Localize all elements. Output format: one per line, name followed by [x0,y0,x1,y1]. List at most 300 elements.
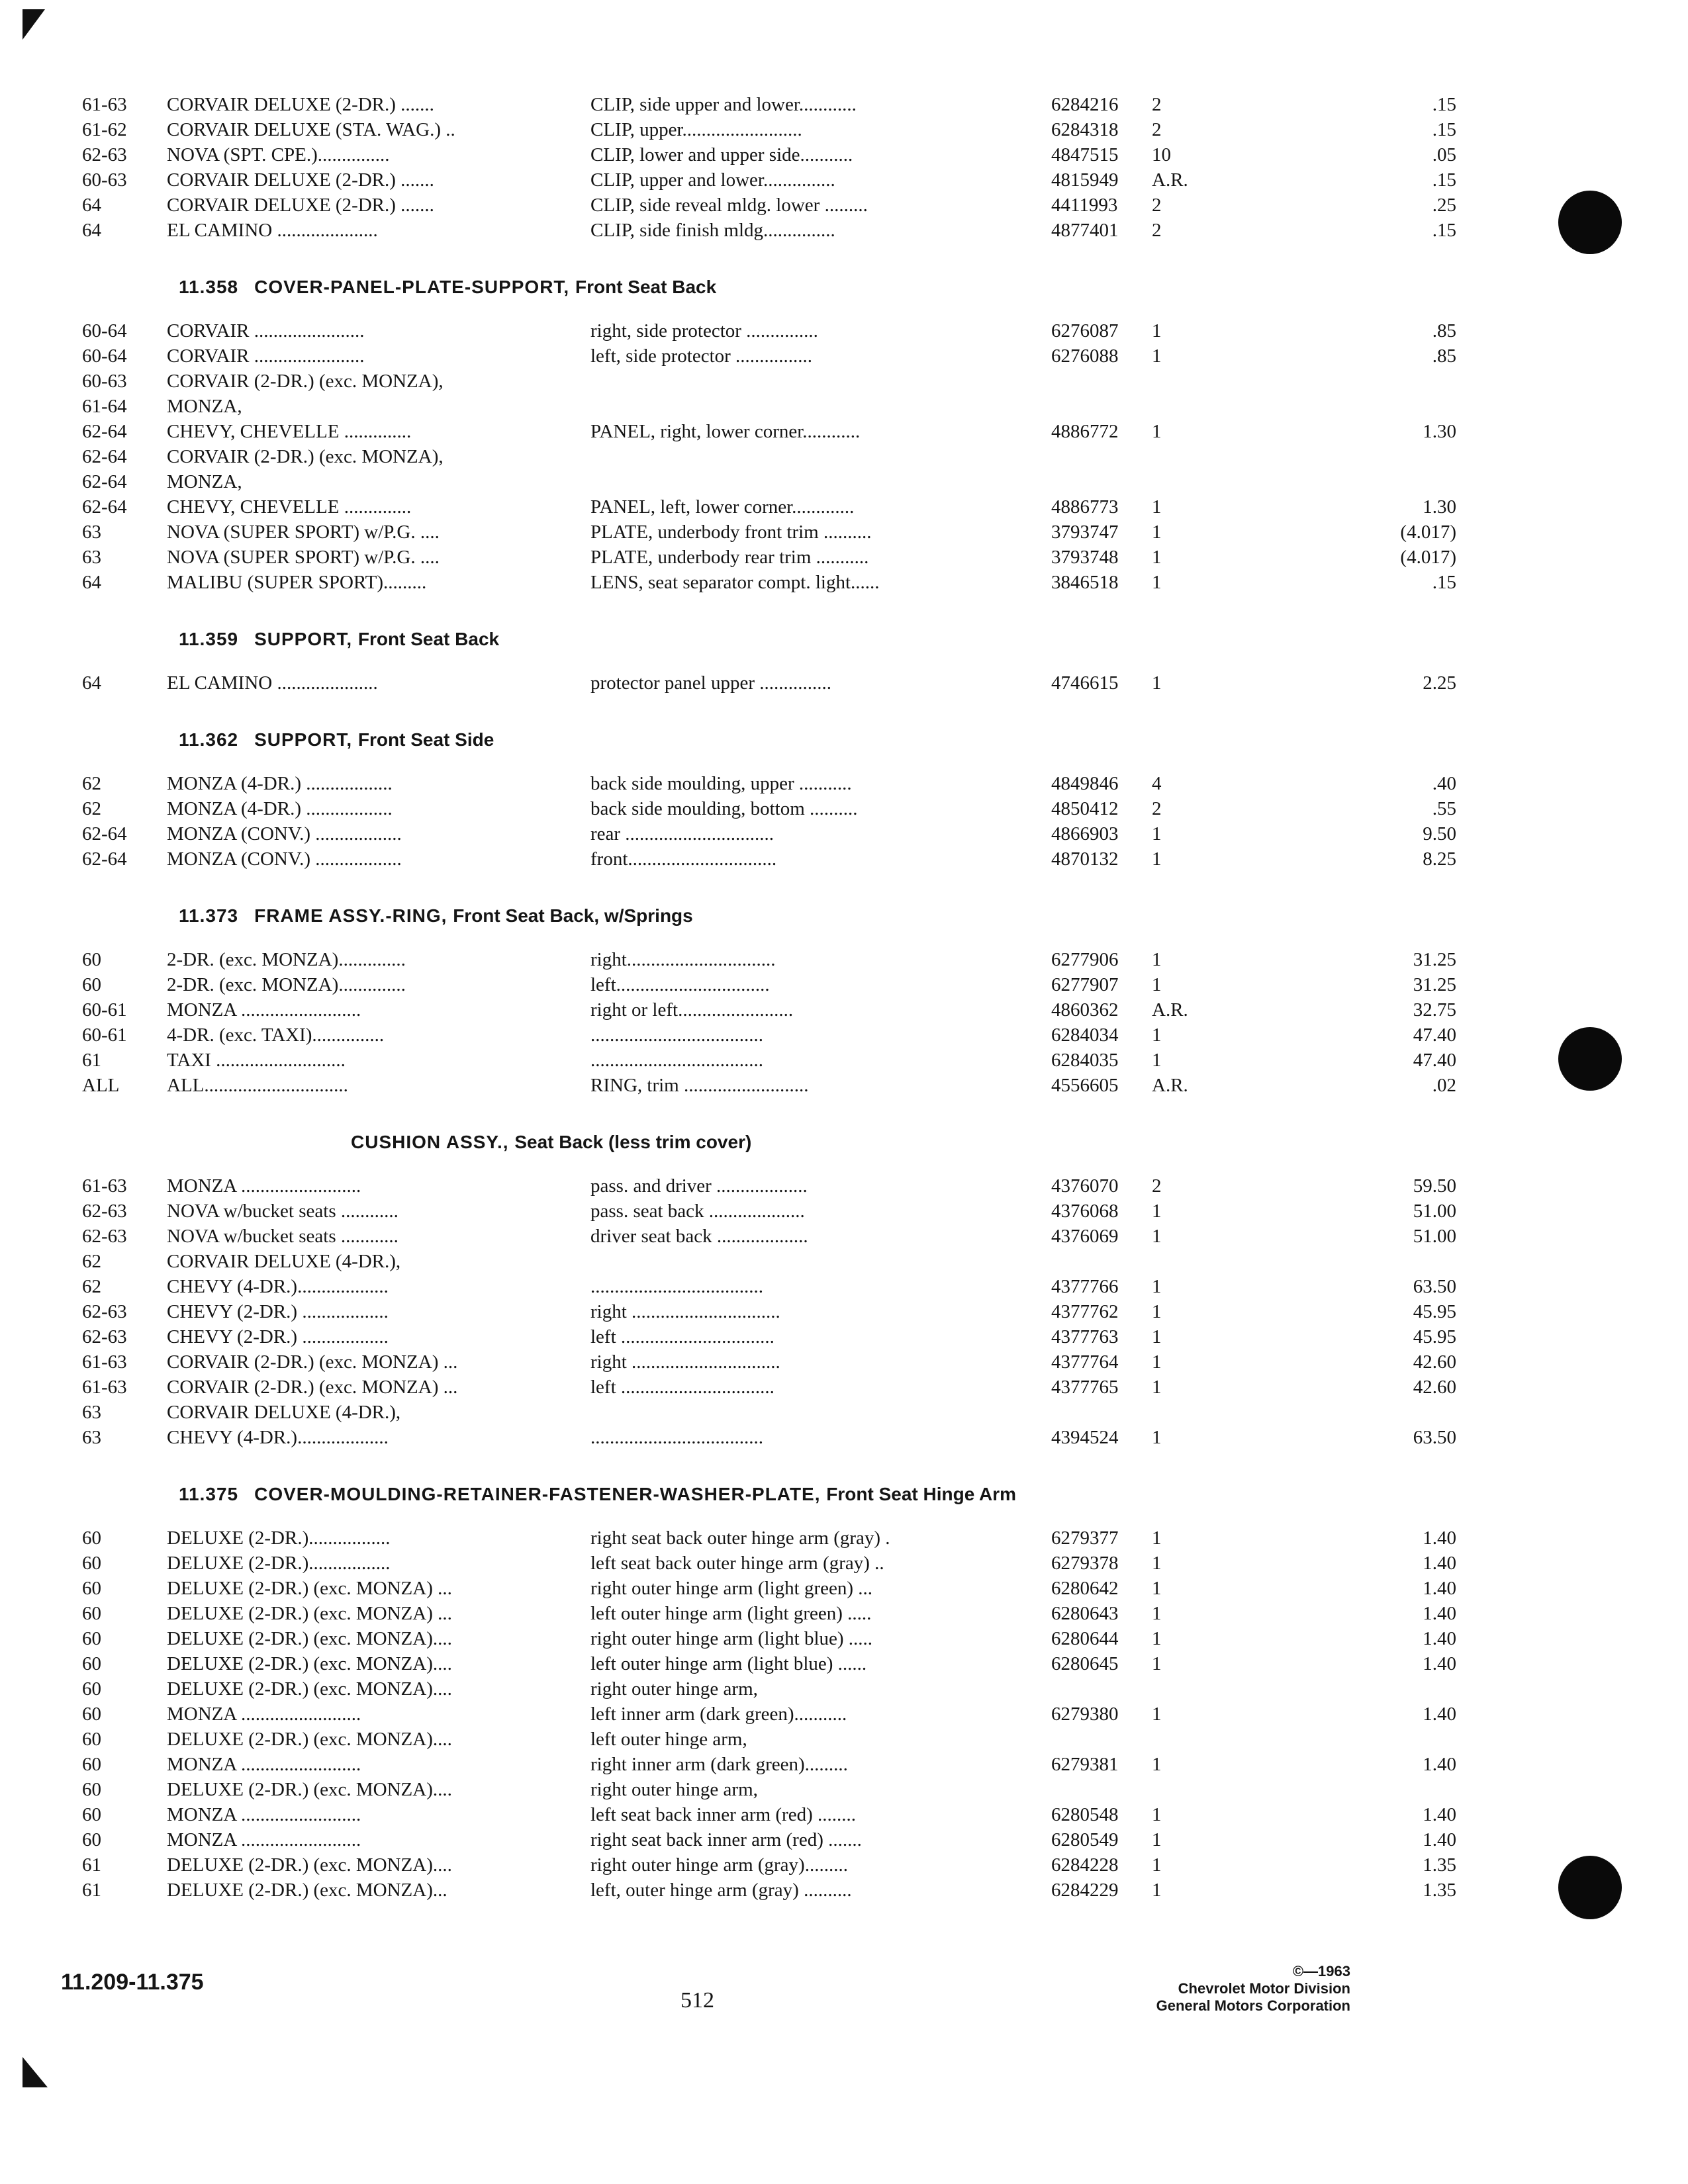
row-price: 59.50 [1413,1175,1456,1197]
row-description: right outer hinge arm, [590,1678,758,1700]
row-part-number: 6276088 [1051,345,1119,367]
row-price: .05 [1432,144,1456,165]
row-years: 60-61 [82,1024,127,1046]
row-quantity: 10 [1152,144,1171,165]
row-quantity: 1 [1152,672,1162,694]
part-row [73,1627,1456,1652]
row-description: right inner arm (dark green)......... [590,1754,848,1775]
row-part-number: 4746615 [1051,672,1119,694]
row-model: CHEVY (4-DR.)................... [167,1427,389,1448]
row-quantity: 2 [1152,220,1162,241]
row-price: 1.40 [1423,1754,1456,1775]
row-price: 1.40 [1423,1704,1456,1725]
row-model: DELUXE (2-DR.) (exc. MONZA).... [167,1678,452,1700]
row-price: .15 [1432,94,1456,115]
row-years: 60 [82,949,101,970]
row-years: 61-63 [82,1377,127,1398]
row-quantity: 1 [1152,848,1162,870]
row-description: left outer hinge arm (light green) ..... [590,1603,872,1624]
row-part-number: 6277907 [1051,974,1119,995]
row-quantity: 1 [1152,1377,1162,1398]
row-description: right seat back inner arm (red) ....... [590,1829,862,1850]
row-model: MONZA (4-DR.) .................. [167,773,393,794]
row-description: RING, trim .......................... [590,1075,809,1096]
row-description: left................................ [590,974,770,995]
row-description: pass. seat back .................... [590,1201,805,1222]
row-price: 2.25 [1423,672,1456,694]
section-heading [73,600,1456,671]
copyright: ©—1963 [1292,1963,1350,1979]
row-model: DELUXE (2-DR.)................. [167,1527,391,1549]
row-years: 64 [82,220,101,241]
row-quantity: 1 [1152,1628,1162,1649]
part-row [73,470,1456,495]
row-description: left ................................ [590,1377,774,1398]
row-description: left outer hinge arm, [590,1729,747,1750]
row-description: back side moulding, bottom .......... [590,798,858,819]
row-part-number: 4376070 [1051,1175,1119,1197]
part-row [73,1275,1456,1300]
part-row [73,394,1456,420]
row-model: MONZA (4-DR.) .................. [167,798,393,819]
row-description: left, side protector ................ [590,345,813,367]
row-model: MONZA ......................... [167,1175,361,1197]
part-row [73,1602,1456,1627]
row-description: PLATE, underbody front trim .......... [590,522,872,543]
part-row [73,1300,1456,1325]
row-model: MONZA (CONV.) .................. [167,848,402,870]
row-quantity: 2 [1152,1175,1162,1197]
corner-mark-top [23,9,45,40]
row-model: MONZA ......................... [167,1804,361,1825]
part-row [73,1803,1456,1828]
row-years: 60 [82,1527,101,1549]
row-price: .15 [1432,169,1456,191]
row-part-number: 6279378 [1051,1553,1119,1574]
row-description: right outer hinge arm (light blue) ..... [590,1628,873,1649]
part-row [73,1350,1456,1375]
row-price: 42.60 [1413,1351,1456,1373]
part-row [73,570,1456,596]
row-model: 2-DR. (exc. MONZA).............. [167,949,406,970]
row-part-number: 4376068 [1051,1201,1119,1222]
row-model: TAXI ........................... [167,1050,346,1071]
row-part-number: 6280644 [1051,1628,1119,1649]
row-years: 62-63 [82,1301,127,1322]
part-row [73,1400,1456,1426]
row-part-number: 4377764 [1051,1351,1119,1373]
row-price: 63.50 [1413,1427,1456,1448]
row-price: 47.40 [1413,1050,1456,1071]
row-price: 47.40 [1413,1024,1456,1046]
row-years: 60 [82,1653,101,1674]
row-model: DELUXE (2-DR.) (exc. MONZA).... [167,1653,452,1674]
part-row [73,545,1456,570]
row-quantity: 1 [1152,496,1162,518]
row-years: 63 [82,547,101,568]
row-years: 61 [82,1050,101,1071]
row-description: CLIP, upper......................... [590,119,802,140]
row-quantity: 4 [1152,773,1162,794]
row-part-number: 6280548 [1051,1804,1119,1825]
row-model: NOVA (SPT. CPE.)............... [167,144,390,165]
row-model: DELUXE (2-DR.) (exc. MONZA)... [167,1880,447,1901]
section-heading [73,1455,1456,1526]
part-row [73,1828,1456,1853]
row-years: 60 [82,1829,101,1850]
row-years: 61 [82,1880,101,1901]
part-row [73,671,1456,696]
row-model: MONZA ......................... [167,999,361,1021]
row-price: 32.75 [1413,999,1456,1021]
row-part-number: 6280645 [1051,1653,1119,1674]
row-quantity: 1 [1152,1351,1162,1373]
row-part-number: 6284035 [1051,1050,1119,1071]
part-row [73,1677,1456,1702]
part-row [73,1325,1456,1350]
row-quantity: 1 [1152,1276,1162,1297]
row-model: ALL.............................. [167,1075,348,1096]
row-quantity: 1 [1152,421,1162,442]
row-part-number: 6280549 [1051,1829,1119,1850]
row-part-number: 4394524 [1051,1427,1119,1448]
corner-mark-bottom [23,2057,48,2087]
row-years: 60 [82,1779,101,1800]
row-quantity: 1 [1152,1024,1162,1046]
row-price: 63.50 [1413,1276,1456,1297]
part-row [73,344,1456,369]
part-row [73,1174,1456,1199]
row-part-number: 4377766 [1051,1276,1119,1297]
part-row [73,319,1456,344]
section-number: 11.359 [179,629,239,649]
row-years: 61-64 [82,396,127,417]
row-part-number: 4556605 [1051,1075,1119,1096]
row-quantity: A.R. [1152,1075,1188,1096]
row-description: CLIP, side reveal mldg. lower ......... [590,195,868,216]
part-row [73,445,1456,470]
part-row [73,1224,1456,1250]
row-description: left inner arm (dark green)........... [590,1704,847,1725]
row-model: MONZA, [167,396,242,417]
row-part-number: 6284034 [1051,1024,1119,1046]
row-description: .................................... [590,1024,763,1046]
row-model: MONZA, [167,471,242,492]
row-quantity: 1 [1152,1880,1162,1901]
row-price: 1.40 [1423,1603,1456,1624]
row-price: (4.017) [1400,522,1456,543]
parts-list [73,93,1456,1907]
row-years: 62-64 [82,848,127,870]
row-description: left outer hinge arm (light blue) ...... [590,1653,867,1674]
row-years: 60 [82,974,101,995]
row-quantity: 1 [1152,1527,1162,1549]
row-model: NOVA w/bucket seats ............ [167,1226,399,1247]
row-years: 62-64 [82,471,127,492]
row-model: CORVAIR (2-DR.) (exc. MONZA), [167,446,444,467]
row-years: 61-63 [82,1175,127,1197]
part-row [73,1853,1456,1878]
row-years: 61-63 [82,1351,127,1373]
row-years: 62-63 [82,1226,127,1247]
row-description: .................................... [590,1276,763,1297]
part-row [73,998,1456,1023]
row-model: NOVA (SUPER SPORT) w/P.G. .... [167,522,440,543]
row-model: DELUXE (2-DR.) (exc. MONZA) ... [167,1578,452,1599]
part-row [73,218,1456,244]
row-part-number: 6284216 [1051,94,1119,115]
row-years: 60 [82,1603,101,1624]
row-price: 45.95 [1413,1326,1456,1347]
row-years: 64 [82,195,101,216]
row-years: 62-63 [82,144,127,165]
row-model: DELUXE (2-DR.) (exc. MONZA).... [167,1729,452,1750]
row-part-number: 4377765 [1051,1377,1119,1398]
row-model: CORVAIR DELUXE (STA. WAG.) .. [167,119,455,140]
row-description: LENS, seat separator compt. light...... [590,572,880,593]
row-price: 31.25 [1413,974,1456,995]
row-years: 64 [82,672,101,694]
row-model: CORVAIR DELUXE (4-DR.), [167,1251,401,1272]
row-years: 60-64 [82,345,127,367]
row-quantity: 1 [1152,1201,1162,1222]
part-row [73,1375,1456,1400]
row-price: 51.00 [1413,1226,1456,1247]
row-description: PANEL, right, lower corner............ [590,421,861,442]
row-price: 1.40 [1423,1553,1456,1574]
row-years: 60-64 [82,320,127,341]
footer-range: 11.209-11.375 [61,1970,204,1995]
row-years: 60 [82,1628,101,1649]
row-price: .25 [1432,195,1456,216]
row-model: CORVAIR (2-DR.) (exc. MONZA), [167,371,444,392]
section-number: 11.358 [179,277,239,297]
row-price: 1.30 [1423,421,1456,442]
section-subtitle: Front Seat Back, w/Springs [453,905,693,926]
row-part-number: 4850412 [1051,798,1119,819]
row-years: 62 [82,798,101,819]
row-description: CLIP, lower and upper side........... [590,144,853,165]
row-quantity: 1 [1152,974,1162,995]
row-part-number: 6277906 [1051,949,1119,970]
row-years: 60-63 [82,169,127,191]
row-description: left ................................ [590,1326,774,1347]
row-description: CLIP, side finish mldg............... [590,220,835,241]
row-part-number: 4377763 [1051,1326,1119,1347]
row-part-number: 6284228 [1051,1854,1119,1876]
row-model: DELUXE (2-DR.) (exc. MONZA).... [167,1779,452,1800]
row-years: 62 [82,1276,101,1297]
row-quantity: 1 [1152,823,1162,844]
corporation: General Motors Corporation [1156,1997,1350,2014]
row-price: .15 [1432,119,1456,140]
division: Chevrolet Motor Division [1178,1980,1350,1997]
row-model: CORVAIR DELUXE (2-DR.) ....... [167,94,434,115]
row-price: .55 [1432,798,1456,819]
part-row [73,1023,1456,1048]
section-title: COVER-PANEL-PLATE-SUPPORT, [254,277,570,297]
row-part-number: 3793747 [1051,522,1119,543]
row-quantity: A.R. [1152,999,1188,1021]
row-quantity: 1 [1152,320,1162,341]
part-row [73,1652,1456,1677]
row-price: 1.35 [1423,1880,1456,1901]
row-price: 51.00 [1413,1201,1456,1222]
row-quantity: 1 [1152,1653,1162,1674]
row-years: 62-63 [82,1326,127,1347]
row-years: 63 [82,522,101,543]
row-quantity: 2 [1152,798,1162,819]
section-title: FRAME ASSY.-RING, [254,905,447,926]
row-description: left, outer hinge arm (gray) .......... [590,1880,852,1901]
row-quantity: 1 [1152,522,1162,543]
page-number: 512 [680,1988,714,2013]
section-heading [73,248,1456,319]
row-model: CORVAIR ....................... [167,320,365,341]
section-subtitle: Front Seat Side [357,729,494,750]
row-price: 42.60 [1413,1377,1456,1398]
row-part-number: 4886773 [1051,496,1119,518]
row-price: 31.25 [1413,949,1456,970]
row-description: right outer hinge arm, [590,1779,758,1800]
row-model: DELUXE (2-DR.)................. [167,1553,391,1574]
row-model: DELUXE (2-DR.) (exc. MONZA).... [167,1854,452,1876]
row-model: MONZA ......................... [167,1754,361,1775]
row-quantity: 1 [1152,572,1162,593]
row-model: MONZA (CONV.) .................. [167,823,402,844]
row-price: 1.40 [1423,1804,1456,1825]
row-years: 60 [82,1678,101,1700]
row-quantity: 2 [1152,94,1162,115]
row-description: left seat back outer hinge arm (gray) .. [590,1553,884,1574]
row-model: MONZA ......................... [167,1829,361,1850]
section-title: SUPPORT, [254,729,353,750]
row-part-number: 4860362 [1051,999,1119,1021]
row-years: 62-64 [82,496,127,518]
row-quantity: 1 [1152,1578,1162,1599]
section-title: SUPPORT, [254,629,353,649]
part-row [73,973,1456,998]
row-model: CORVAIR (2-DR.) (exc. MONZA) ... [167,1377,458,1398]
row-model: 4-DR. (exc. TAXI)............... [167,1024,385,1046]
part-row [73,118,1456,143]
row-description: PANEL, left, lower corner............. [590,496,855,518]
row-years: 62 [82,1251,101,1272]
row-model: MONZA ......................... [167,1704,361,1725]
row-quantity: 1 [1152,1603,1162,1624]
row-years: 60 [82,1553,101,1574]
part-row [73,1778,1456,1803]
row-quantity: 1 [1152,1804,1162,1825]
row-price: 9.50 [1423,823,1456,844]
part-row [73,1702,1456,1727]
section-heading [73,1103,1456,1174]
part-row [73,495,1456,520]
row-price: 1.40 [1423,1578,1456,1599]
section-subtitle: Front Seat Hinge Arm [826,1484,1017,1504]
row-years: 62 [82,773,101,794]
row-description: right outer hinge arm (gray)......... [590,1854,848,1876]
part-row [73,1250,1456,1275]
row-part-number: 6279381 [1051,1754,1119,1775]
row-description: CLIP, upper and lower............... [590,169,835,191]
row-model: DELUXE (2-DR.) (exc. MONZA) ... [167,1603,452,1624]
row-years: 60 [82,1729,101,1750]
row-quantity: 2 [1152,195,1162,216]
row-quantity: 1 [1152,1704,1162,1725]
row-part-number: 4376069 [1051,1226,1119,1247]
row-model: EL CAMINO ..................... [167,220,378,241]
row-model: CHEVY (2-DR.) .................. [167,1326,389,1347]
row-description: right............................... [590,949,776,970]
part-row [73,948,1456,973]
row-part-number: 4870132 [1051,848,1119,870]
row-quantity: 1 [1152,1553,1162,1574]
part-row [73,1048,1456,1073]
row-price: 1.35 [1423,1854,1456,1876]
row-price: 1.40 [1423,1829,1456,1850]
row-quantity: 1 [1152,1226,1162,1247]
row-description: PLATE, underbody rear trim ........... [590,547,869,568]
row-quantity: 1 [1152,345,1162,367]
row-years: 60 [82,1704,101,1725]
part-row [73,369,1456,394]
section-number: 11.362 [179,729,239,750]
part-row [73,1073,1456,1099]
row-price: .85 [1432,320,1456,341]
part-row [73,1576,1456,1602]
row-years: 60 [82,1578,101,1599]
row-description: pass. and driver ................... [590,1175,808,1197]
punch-hole [1558,1027,1622,1091]
row-years: 64 [82,572,101,593]
row-price: 8.25 [1423,848,1456,870]
row-years: 60-63 [82,371,127,392]
row-description: right, side protector ............... [590,320,818,341]
row-description: left seat back inner arm (red) ........ [590,1804,856,1825]
row-description: right or left........................ [590,999,794,1021]
row-model: 2-DR. (exc. MONZA).............. [167,974,406,995]
row-price: 1.40 [1423,1628,1456,1649]
row-model: CORVAIR (2-DR.) (exc. MONZA) ... [167,1351,458,1373]
row-model: CHEVY, CHEVELLE .............. [167,421,412,442]
row-years: 61 [82,1854,101,1876]
row-description: .................................... [590,1427,763,1448]
row-price: 1.30 [1423,496,1456,518]
row-part-number: 4877401 [1051,220,1119,241]
part-row [73,1199,1456,1224]
row-model: NOVA (SUPER SPORT) w/P.G. .... [167,547,440,568]
row-model: CHEVY, CHEVELLE .............. [167,496,412,518]
row-years: 63 [82,1427,101,1448]
row-part-number: 4886772 [1051,421,1119,442]
row-part-number: 6284229 [1051,1880,1119,1901]
row-description: right ............................... [590,1351,780,1373]
part-row [73,1878,1456,1903]
row-quantity: 2 [1152,119,1162,140]
row-part-number: 4815949 [1051,169,1119,191]
row-years: 63 [82,1402,101,1423]
section-title: COVER-MOULDING-RETAINER-FASTENER-WASHER-PLATE, [254,1484,821,1504]
row-part-number: 4847515 [1051,144,1119,165]
section-subtitle: Front Seat Back [357,629,500,649]
part-row [73,420,1456,445]
part-row [73,1752,1456,1778]
row-model: MALIBU (SUPER SPORT)......... [167,572,427,593]
row-description: right seat back outer hinge arm (gray) . [590,1527,890,1549]
row-quantity: 1 [1152,1301,1162,1322]
row-description: .................................... [590,1050,763,1071]
